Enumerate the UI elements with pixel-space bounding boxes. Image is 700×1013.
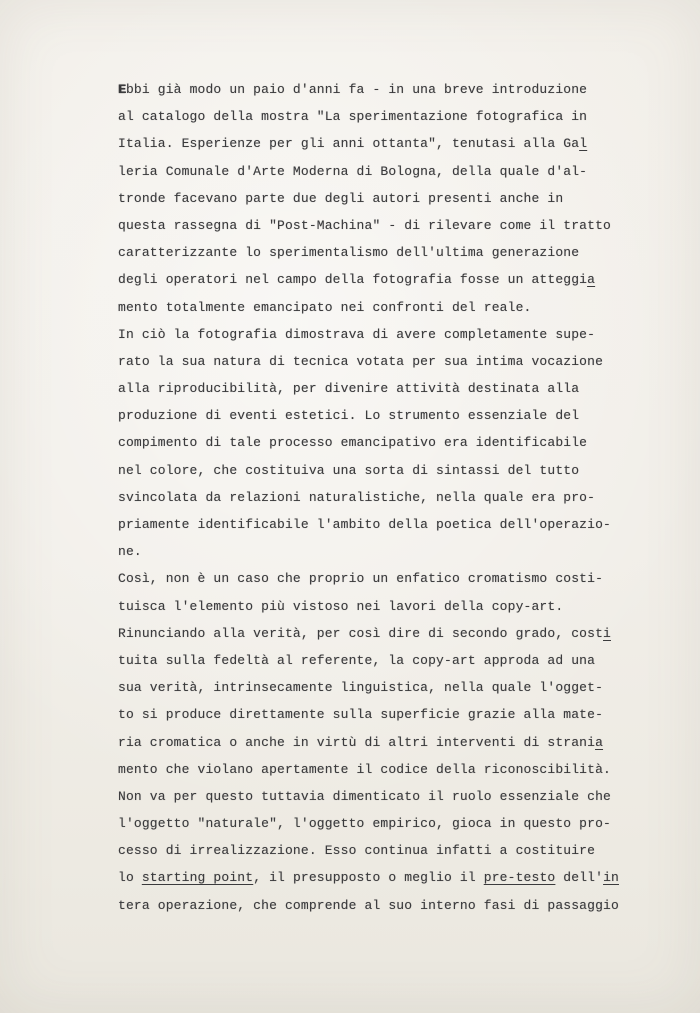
text-line	[118, 756, 611, 783]
typewritten-text-block	[118, 76, 619, 919]
text-segment: leria Comunale d'Arte Moderna di Bologna, della quale d'al-	[118, 163, 588, 179]
text-segment: sua verità, intrinsecamente linguistica, nella quale l'ogget-	[118, 680, 604, 696]
text-line	[118, 647, 598, 674]
text-line	[118, 239, 598, 266]
text-line	[118, 321, 598, 348]
text-segment: compimento di tale processo emancipativo era identificabile	[118, 435, 588, 451]
text-line	[118, 729, 604, 756]
underlined-text: starting point	[141, 870, 254, 886]
underlined-text: l	[579, 136, 588, 152]
text-line	[118, 484, 598, 511]
text-line	[118, 185, 598, 212]
text-segment: degli operatori nel campo della fotografia fosse un atteggi	[118, 272, 588, 288]
text-segment: tera operazione, che comprende al suo interno fasi di passaggio	[118, 897, 619, 913]
text-segment: questa rassegna di "Post-Machina" - di rilevare come il tratto	[118, 217, 611, 233]
text-segment: Rinunciando alla verità, per così dire di secondo grado, cost	[118, 625, 604, 641]
text-segment: Non va per questo tuttavia dimenticato il ruolo essenziale che	[118, 788, 611, 804]
text-segment: Così, non è un caso che proprio un enfatico cromatismo costi-	[118, 571, 604, 587]
text-segment: rato la sua natura di tecnica votata per sua intima vocazione	[118, 353, 604, 369]
text-segment: mento che violano apertamente il codice della riconoscibilità.	[118, 761, 611, 777]
text-segment: mento totalmente emancipato nei confronti del reale.	[118, 299, 532, 315]
text-line	[118, 375, 598, 402]
text-segment: cesso di irrealizzazione. Esso continua infatti a costituire	[118, 843, 596, 859]
text-segment: Italia. Esperienze per gli anni ottanta", tenutasi alla Ga	[118, 136, 580, 152]
text-line	[118, 158, 598, 185]
text-segment: , il presupposto o meglio il	[253, 870, 484, 886]
text-line	[118, 457, 598, 484]
text-line	[118, 212, 611, 239]
text-segment: caratterizzante lo sperimentalismo dell'ultima generazione	[118, 245, 580, 261]
text-segment: al catalogo della mostra "La sperimentazione fotografica in	[118, 109, 588, 125]
text-segment: produzione di eventi estetici. Lo strumento essenziale del	[118, 408, 580, 424]
text-line	[118, 701, 604, 728]
text-line	[118, 294, 598, 321]
text-segment: dell'	[555, 870, 604, 886]
text-line	[118, 810, 611, 837]
underlined-text: i	[603, 625, 611, 641]
text-line	[118, 538, 598, 565]
text-line	[118, 130, 598, 157]
text-line	[118, 892, 619, 919]
text-line	[118, 429, 598, 456]
underlined-text: a	[587, 272, 596, 288]
text-segment: tuita sulla fedeltà al referente, la copy-art approda ad una	[118, 652, 596, 668]
text-segment: to si produce direttamente sulla superficie grazie alla mate-	[118, 707, 604, 723]
text-segment: ria cromatica o anche in virtù di altri interventi di strani	[118, 734, 596, 750]
text-line	[118, 783, 611, 810]
text-line	[118, 864, 619, 891]
text-line	[118, 402, 598, 429]
text-line	[118, 674, 604, 701]
text-segment: tuisca l'elemento più vistoso nei lavori della copy-art.	[118, 598, 564, 614]
text-segment: alla riproducibilità, per divenire attività destinata alla	[118, 381, 580, 397]
text-segment: tronde facevano parte due degli autori presenti anche in	[118, 190, 564, 206]
text-segment: l'oggetto "naturale", l'oggetto empirico, gioca in questo pro-	[118, 816, 611, 832]
text-segment: nel colore, che costituiva una sorta di sintassi del tutto	[118, 462, 580, 478]
text-line	[118, 620, 611, 647]
text-segment: priamente identificabile l'ambito della poetica dell'operazio-	[118, 517, 611, 532]
text-line	[118, 511, 611, 538]
text-line	[118, 266, 598, 293]
text-segment: ne.	[118, 544, 142, 560]
text-segment: lo	[118, 870, 142, 886]
text-segment: svincolata da relazioni naturalistiche, nella quale era pro-	[118, 489, 596, 505]
underlined-text: a	[595, 734, 604, 750]
underlined-text: pre-testo	[483, 870, 556, 886]
text-segment: E	[118, 82, 126, 97]
text-segment: bbi già modo un paio d'anni fa - in una breve introduzione	[125, 82, 588, 97]
text-line	[118, 348, 604, 375]
text-segment: In ciò la fotografia dimostrava di avere completamente supe-	[118, 326, 596, 342]
underlined-text: in	[603, 870, 619, 886]
text-line	[118, 76, 598, 103]
text-line	[118, 593, 598, 620]
text-line	[118, 565, 604, 592]
text-line	[118, 103, 598, 130]
text-line	[118, 837, 598, 864]
